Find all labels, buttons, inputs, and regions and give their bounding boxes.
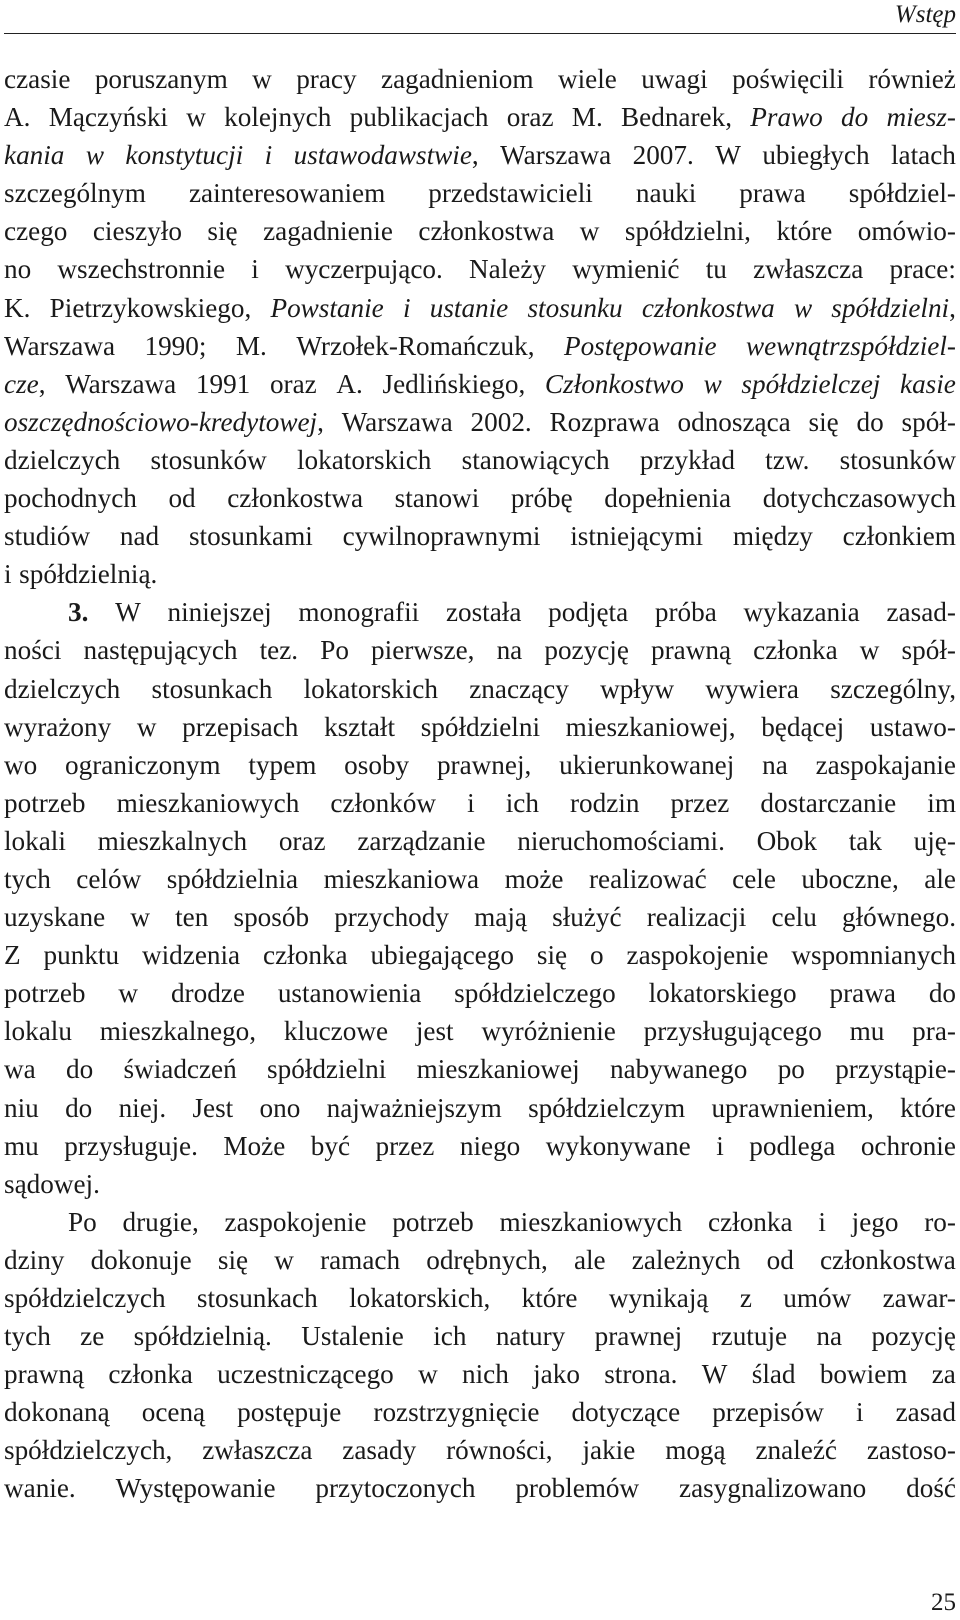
- text-line: lokali mieszkalnych oraz zarządzanie nieruchomościami. Obok tak uję-: [4, 825, 956, 856]
- header-rule: [4, 33, 956, 34]
- text-line: prawną członka uczestniczącego w nich jako strona. W ślad bowiem za: [4, 1359, 956, 1390]
- text-line: dzielczych stosunkach lokatorskich znaczący wpływ wywiera szczególny,: [4, 673, 956, 704]
- text-line: pochodnych od członkostwa stanowi próbę dopełnienia dotychczasowych: [4, 483, 956, 514]
- text-line: 3. W niniejszej monografii została podjęta próba wykazania zasad-: [68, 597, 956, 628]
- text-line: cze, Warszawa 1991 oraz A. Jedlińskiego, Członkostwo w spółdzielczej kasie: [4, 368, 956, 399]
- text-line: lokalu mieszkalnego, kluczowe jest wyróżnienie przysługującego mu pra-: [4, 1016, 956, 1047]
- text-line: kania w konstytucji i ustawodawstwie, Warszawa 2007. W ubiegłych latach: [4, 140, 956, 171]
- text-line: Z punktu widzenia członka ubiegającego się o zaspokojenie wspomnianych: [4, 940, 956, 971]
- text-line: A. Mączyński w kolejnych publikacjach oraz M. Bednarek, Prawo do miesz-: [4, 102, 956, 133]
- text-line: tych celów spółdzielnia mieszkaniowa może realizować cele uboczne, ale: [4, 863, 956, 894]
- page-number: 25: [931, 1589, 956, 1616]
- text-line: mu przysługuje. Może być przez niego wykonywane i podlega ochronie: [4, 1130, 956, 1161]
- text-line: potrzeb mieszkaniowych członków i ich rodzin przez dostarczanie im: [4, 787, 956, 818]
- running-header-title: Wstęp: [894, 1, 956, 28]
- text-line: dziny dokonuje się w ramach odrębnych, ale zależnych od członkostwa: [4, 1244, 956, 1275]
- text-line: tych ze spółdzielnią. Ustalenie ich natury prawnej rzutuje na pozycję: [4, 1321, 956, 1352]
- text-line: uzyskane w ten sposób przychody mają służyć realizacji celu głównego.: [4, 902, 956, 933]
- text-line: spółdzielczych stosunkach lokatorskich, które wynikają z umów zawar-: [4, 1283, 956, 1313]
- text-line: potrzeb w drodze ustanowienia spółdzielczego lokatorskiego prawa do: [4, 978, 956, 1009]
- text-line: wa do świadczeń spółdzielni mieszkaniowej nabywanego po przystąpie-: [4, 1054, 956, 1085]
- text-line: czasie poruszanym w pracy zagadnieniom wiele uwagi poświęcili również: [4, 64, 956, 94]
- text-line: wo ograniczonym typem osoby prawnej, ukierunkowanej na zaspokajanie: [4, 749, 956, 780]
- text-line: sądowej.: [4, 1168, 100, 1199]
- text-line: dzielczych stosunków lokatorskich stanowiących przykład tzw. stosunków: [4, 444, 956, 475]
- text-line: wyrażony w przepisach kształt spółdzielni mieszkaniowej, będącej ustawo-: [4, 711, 956, 742]
- text-line: niu do niej. Jest ono najważniejszym spółdzielczym uprawnieniem, które: [4, 1092, 956, 1123]
- text-line: Warszawa 1990; M. Wrzołek-Romańczuk, Postępowanie wewnątrzspółdziel-: [4, 330, 956, 361]
- text-line: Po drugie, zaspokojenie potrzeb mieszkaniowych członka i jego ro-: [68, 1206, 956, 1237]
- text-line: spółdzielczych, zwłaszcza zasady równości, jakie mogą znaleźć zastoso-: [4, 1435, 956, 1466]
- text-line: no wszechstronnie i wyczerpująco. Należy wymienić tu zwłaszcza prace:: [4, 254, 956, 285]
- text-line: oszczędnościowo-kredytowej, Warszawa 2002. Rozprawa odnosząca się do spół-: [4, 406, 956, 437]
- text-line: ności następujących tez. Po pierwsze, na pozycję prawną członka w spół-: [4, 635, 956, 666]
- text-line: dokonaną oceną postępuje rozstrzygnięcie dotyczące przepisów i zasad: [4, 1397, 956, 1428]
- text-line: i spółdzielnią.: [4, 559, 158, 590]
- text-line: wanie. Występowanie przytoczonych problemów zasygnalizowano dość: [4, 1473, 956, 1504]
- text-line: czego cieszyło się zagadnienie członkostwa w spółdzielni, które omówio-: [4, 216, 956, 247]
- text-line: K. Pietrzykowskiego, Powstanie i ustanie stosunku członkostwa w spółdzielni,: [4, 292, 956, 323]
- text-line: studiów nad stosunkami cywilnoprawnymi istniejącymi między członkiem: [4, 521, 956, 552]
- text-line: szczególnym zainteresowaniem przedstawicieli nauki prawa spółdziel-: [4, 178, 956, 209]
- body-text: [4, 60, 956, 1508]
